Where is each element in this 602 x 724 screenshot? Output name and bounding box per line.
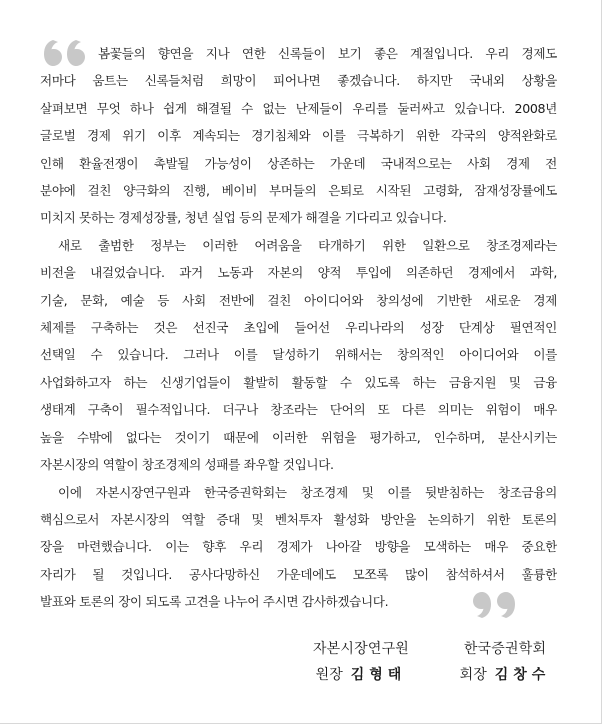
text-line: 살펴보면 무엇 하나 쉽게 해결될 수 없는 난제들이 우리를 둘러싸고 있습니다. 2008년 xyxy=(40,100,557,116)
text-line: 새로 출범한 정부는 이러한 어려움을 타개하기 위한 일환으로 창조경제라는 xyxy=(58,237,557,253)
text-line: 핵심으로서 자본시장의 역할 증대 및 벤처투자 활성화 방안을 논의하기 위한 토론의 xyxy=(40,511,557,527)
text-line: 높을 수밖에 없다는 것이기 때문에 이러한 위험을 평가하고, 인수하며, 분산시키는 xyxy=(40,429,557,445)
text-line: 생태계 구축이 필수적입니다. 더구나 창조라는 단어의 또 다른 의미는 위험이 매우 xyxy=(40,402,557,418)
text-line: 체제를 구축하는 것은 선진국 초입에 들어선 우리나라의 성장 단계상 필연적인 xyxy=(40,320,557,336)
organization-name: 자본시장연구원 xyxy=(312,641,410,657)
close-quote-icon xyxy=(470,588,518,622)
text-line: 발표와 토론의 장이 되도록 고견을 나누어 주시면 감사하겠습니다. xyxy=(40,594,389,610)
letter-body xyxy=(40,40,557,616)
text-line: 이에 자본시장연구원과 한국증권학회는 창조경제 및 이를 뒷받침하는 창조금융의 xyxy=(58,484,557,500)
signatory-title: 회장 xyxy=(459,667,487,683)
signature-left xyxy=(302,636,420,688)
text-line: 자본시장의 역할이 창조경제의 성패를 좌우할 것입니다. xyxy=(40,457,334,473)
text-line: 사업화하고자 하는 신생기업들이 활발히 활동할 수 있도록 하는 금융지원 및 금융 xyxy=(40,374,557,390)
signatory xyxy=(446,662,564,688)
text-line: 분야에 걸친 양극화의 진행, 베이비 부머들의 은퇴로 시작된 고령화, 잠재성장률에도 xyxy=(40,183,557,199)
paragraph-2 xyxy=(40,232,557,479)
text-line: 자리가 될 것입니다. 공사다망하신 가운데에도 모쪼록 많이 참석하셔서 훌륭한 xyxy=(40,566,557,582)
text-line: 장을 마련했습니다. 이는 향후 우리 경제가 나아갈 방향을 모색하는 매우 중요한 xyxy=(40,539,557,555)
text-line: 비전을 내걸었습니다. 과거 노동과 자본의 양적 투입에 의존하던 경제에서 과학, xyxy=(40,265,557,281)
text-line: 미치지 못하는 경제성장률, 청년 실업 등의 문제가 해결을 기다리고 있습니다. xyxy=(40,210,447,226)
signature-right xyxy=(446,636,564,688)
text-line: 봄꽃들의 향연을 지나 연한 신록들이 보기 좋은 계절입니다. 우리 경제도 xyxy=(98,46,557,61)
signatory-name: 김창수 xyxy=(494,667,551,683)
text-line: 글로벌 경제 위기 이후 계속되는 경기침체와 이를 극복하기 위한 각국의 양적완화로 xyxy=(40,128,557,144)
signatory-title: 원장 xyxy=(315,667,343,683)
text-line: 인해 환율전쟁이 촉발될 가능성이 상존하는 가운데 국내적으로는 사회 경제 전 xyxy=(40,155,557,171)
text-line: 기술, 문화, 예술 등 사회 전반에 걸친 아이디어와 창의성에 기반한 새로운 경제 xyxy=(40,292,557,308)
text-line: 저마다 움트는 신록들처럼 희망이 피어나면 좋겠습니다. 하지만 국내외 상황을 xyxy=(40,73,557,89)
paragraph-1 xyxy=(40,40,557,232)
organization-name: 한국증권학회 xyxy=(463,641,547,657)
signatory xyxy=(302,662,420,688)
text-line: 선택일 수 있습니다. 그러나 이를 달성하기 위해서는 창의적인 아이디어와 이를 xyxy=(40,347,557,363)
signatory-name: 김형태 xyxy=(350,667,407,683)
